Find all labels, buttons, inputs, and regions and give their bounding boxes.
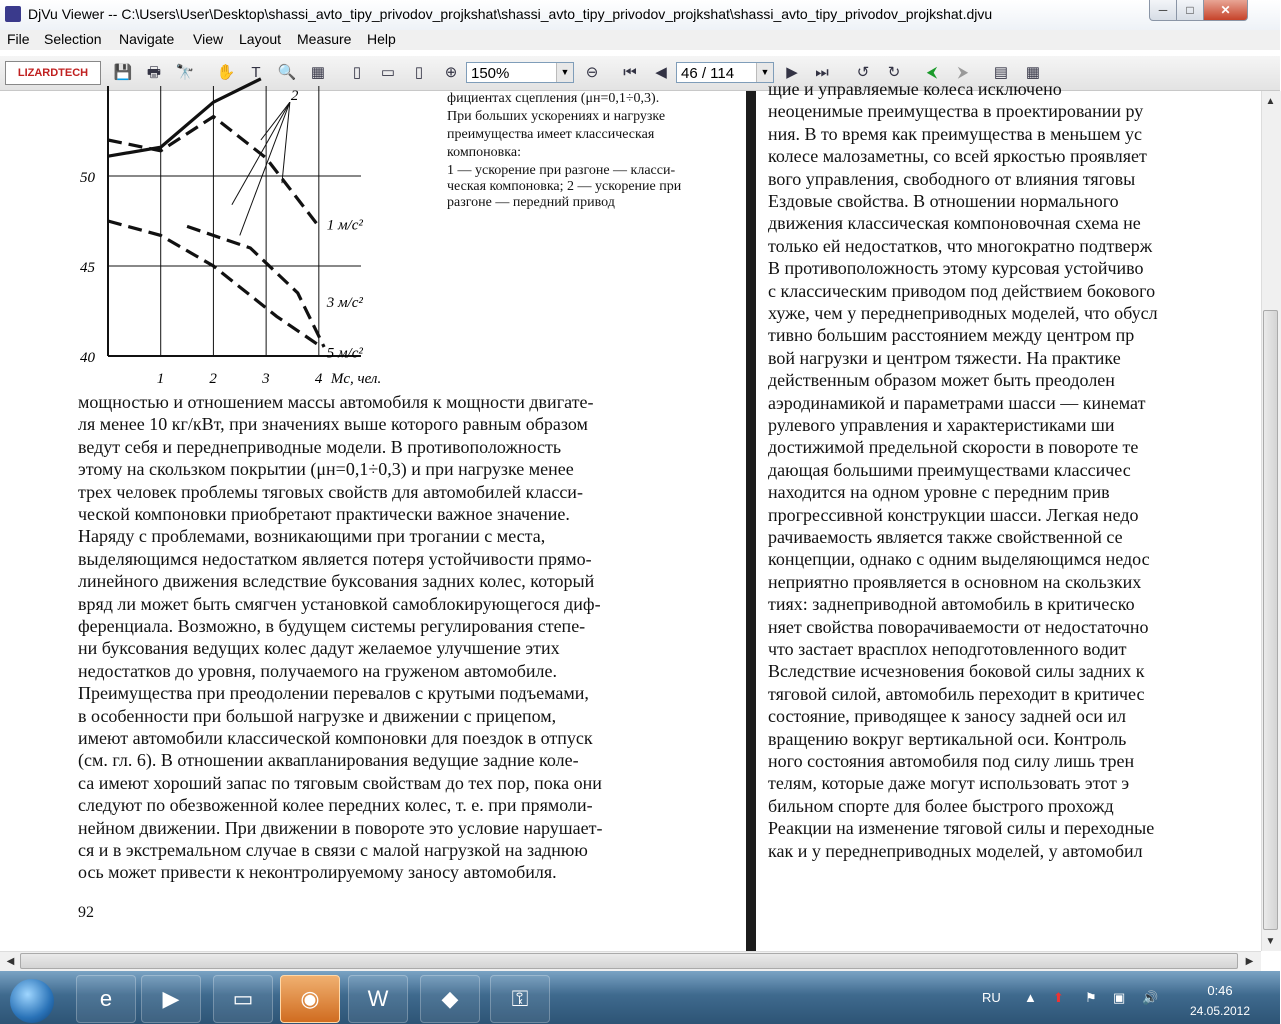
body-line: Преимущества при преодолении перевалов с крутыми подъемами,	[78, 683, 589, 704]
document-viewport[interactable]	[0, 79, 1261, 951]
x-tick-label: 2	[209, 371, 217, 387]
curve-label: 3 м/с²	[326, 295, 363, 311]
caption-line: фициентах сцепления (μн=0,1÷0,3).	[447, 91, 660, 106]
chevron-down-icon[interactable]: ▼	[556, 63, 573, 82]
right-page-line: тиях: заднеприводной автомобиль в критическо	[768, 594, 1135, 615]
right-page-line: хуже, чем у переднеприводных моделей, что обусл	[768, 303, 1158, 323]
right-page-line: Реакции на изменение тяговой силы и переходные	[768, 818, 1155, 839]
right-page-line: Вследствие исчезновения боковой силы задних к	[768, 661, 1145, 682]
explorer-icon[interactable]: ▭	[213, 975, 273, 1023]
x-tick-label: 4	[314, 371, 323, 387]
ie-icon[interactable]: e	[76, 975, 136, 1023]
y-tick-label: 50	[80, 170, 95, 186]
menu-measure[interactable]: Measure	[297, 31, 352, 47]
horizontal-scroll-thumb[interactable]	[20, 953, 1238, 969]
clock-date[interactable]: 24.05.2012	[1189, 1004, 1251, 1018]
right-page-line: аэродинамикой и параметрами шасси — кинемат	[768, 392, 1146, 413]
leader-line	[261, 102, 290, 140]
text-select-icon[interactable]: T	[251, 64, 261, 81]
menu-navigate[interactable]: Navigate	[119, 31, 175, 47]
right-page-line: прогрессивной конструкции шасси. Легкая недо	[768, 504, 1139, 525]
body-line: мощностью и отношением массы автомобиля к мощности двигате-	[78, 392, 594, 412]
volume-icon[interactable]: 🔊	[1142, 990, 1159, 1005]
body-line: этому на скользком покрытии (μн=0,1÷0,3) и при нагрузке менее	[78, 459, 574, 480]
word-icon[interactable]: W	[348, 975, 408, 1023]
page-select[interactable]	[676, 62, 774, 83]
caption-line: При больших ускорениях и нагрузке	[447, 109, 666, 124]
menu-bar	[0, 30, 1280, 50]
start-orb[interactable]	[10, 979, 54, 1023]
marker-label: 2	[290, 88, 299, 105]
thumbnails-icon[interactable]: ▤	[993, 64, 1009, 81]
scroll-right-icon[interactable]: ▶	[1245, 956, 1254, 967]
single-page-icon[interactable]: ▯	[352, 64, 362, 81]
page-left	[0, 88, 746, 951]
right-page-line: состояние, приводящее к заносу задней оси ил	[768, 706, 1127, 727]
right-page-line: вого управления, свободного от влияния тяговы	[768, 168, 1136, 189]
body-line: имеют автомобили классической компоновки для поездок в отпуск	[78, 728, 593, 748]
rotate-left-icon[interactable]: ↺	[856, 64, 870, 81]
right-page-line: неоценимые преимущества в проектировании ру	[768, 101, 1144, 122]
network-icon[interactable]: ▣	[1113, 990, 1126, 1005]
body-line: выделяющимся недостатком является потеря устойчивости прямо-	[78, 548, 592, 569]
right-page-line: телям, которые даже могут использовать этот э	[768, 773, 1130, 794]
right-page-line: колесе малозаметны, со всей яркостью проявляет	[768, 146, 1147, 167]
find-icon[interactable]: 🔭	[175, 64, 195, 81]
right-page-line: щие и управляемые колеса исключено	[768, 79, 1062, 99]
print-icon[interactable]: 🖶	[146, 64, 162, 81]
scroll-left-icon[interactable]: ◀	[6, 956, 15, 967]
rotate-right-icon[interactable]: ↻	[887, 64, 901, 81]
vertical-scroll-thumb[interactable]	[1263, 310, 1278, 930]
body-line: ось может привести к неконтролируемому заносу автомобиля.	[78, 862, 557, 883]
toolbar	[0, 56, 1280, 91]
body-line: ля менее 10 кг/кВт, при значениях выше которого равным образом	[78, 414, 588, 435]
body-line: трех человек проблемы тяговых свойств для автомобилей класси-	[78, 481, 583, 502]
scroll-up-icon[interactable]: ▲	[1265, 96, 1276, 107]
right-page-line: няет свойства поворачиваемости от недостаточно	[768, 616, 1149, 637]
right-page-line: тяговой силой, автомобиль переходит в критичес	[768, 683, 1145, 704]
zoom-out-icon[interactable]: ⊖	[585, 64, 599, 81]
djvu-icon[interactable]: ◆	[420, 975, 480, 1023]
curve-label: 1 м/с²	[326, 217, 363, 234]
x-tick-label: 3	[262, 371, 270, 387]
body-line: недостатков до уровня, получаемого на груженом автомобиле.	[78, 660, 557, 681]
right-page-line: с классическим приводом под действием бокового	[768, 280, 1156, 301]
body-line: ся и в экстремальном случае в связи с малой нагрузкой на заднюю	[78, 840, 588, 860]
language-indicator[interactable]: RU	[982, 990, 1001, 1005]
series-line-3	[187, 226, 324, 347]
facing-pages-icon[interactable]: ▯	[414, 64, 424, 81]
menu-layout[interactable]: Layout	[239, 31, 282, 47]
menu-help[interactable]: Help	[367, 31, 396, 47]
hand-tool-icon[interactable]: ✋	[216, 64, 236, 81]
x-axis-label: Mс, чел.	[330, 371, 382, 387]
caption-line: компоновка:	[447, 145, 521, 160]
right-page-line: тивно большим расстоянием между центром пр	[768, 325, 1135, 346]
right-page-line: ного состояния автомобиля под силу лишь трен	[768, 751, 1135, 771]
right-page-line: движения классическая компоновочная схема не	[768, 213, 1141, 234]
leader-line	[240, 102, 290, 235]
chart-grid	[108, 86, 361, 356]
right-page-line: В противоположность этому курсовая устойчиво	[768, 258, 1144, 279]
body-line: в особенности при большой нагрузке и движении с прицепом,	[78, 705, 557, 726]
right-page-line: вращению вокруг вертикальной оси. Контроль	[768, 728, 1127, 749]
body-line: Наряду с проблемами, возникающими при трогании с места,	[78, 526, 546, 547]
region-select-icon[interactable]: ▦	[310, 64, 326, 81]
caption-line: 1 — ускорение при разгоне — класси-	[447, 163, 676, 178]
zoom-value: 150%	[471, 65, 510, 82]
menu-file[interactable]: File	[7, 31, 30, 47]
caption-line: разгоне — передний привод	[447, 195, 615, 210]
right-page-line: как и у переднеприводных моделей, у автомобил	[768, 840, 1143, 861]
lizardtech-logo: LIZARDTECH	[5, 61, 101, 85]
right-page-line: только ей недостатков, что многократно подтверж	[768, 235, 1153, 256]
first-page-icon[interactable]: ⏮	[623, 64, 637, 81]
body-line: (см. гл. 6). В отношении аквапланирования ведущие задние коле-	[78, 750, 579, 771]
body-line: нейном движении. При движении в повороте это условие нарушает-	[78, 817, 603, 838]
tray-expand-icon[interactable]: ▲	[1024, 990, 1037, 1005]
right-page-line: концепции, однако с одним выделяющимся недос	[768, 549, 1150, 570]
maximize-button[interactable]: □	[1176, 0, 1204, 21]
zoom-in-icon[interactable]: ⊕	[444, 64, 458, 81]
right-page-line: вой нагрузки и центром тяжести. На практике	[768, 347, 1121, 368]
right-page-line: достижимой предельной скорости в повороте те	[768, 437, 1139, 458]
leader-line	[232, 102, 290, 205]
body-line: следуют по обезвоженной колее передних колес, т. е. при прямоли-	[78, 795, 593, 816]
prev-page-icon[interactable]: ◀	[655, 64, 667, 81]
y-tick-label: 40	[80, 350, 95, 366]
media-player-icon[interactable]: ▶	[141, 975, 201, 1023]
page-number: 92	[78, 904, 94, 921]
body-line: са имеют хороший запас по тяговым свойствам до тех пор, пока они	[78, 772, 602, 793]
tray-alert-icon[interactable]: ⚑	[1085, 990, 1097, 1005]
zoom-tool-icon[interactable]: 🔍	[277, 64, 297, 81]
go-back-icon[interactable]: ⮜	[926, 64, 938, 81]
chart-annotations	[232, 88, 364, 361]
body-line: вряд ли может быть смягчен установкой самоблокирующегося диф-	[78, 593, 601, 614]
right-page-line: бильном спорте для более быстрого прохожд	[768, 795, 1114, 816]
caption-line: преимущества имеет классическая	[447, 127, 655, 142]
right-page-line: рачиваемость является также свойственной се	[768, 527, 1123, 547]
scroll-down-icon[interactable]: ▼	[1265, 936, 1276, 947]
right-page-line: что застает врасплох неподготовленного водит	[768, 639, 1127, 659]
x-tick-label: 1	[156, 371, 165, 387]
save-icon[interactable]: 💾	[113, 64, 133, 81]
right-page-line: неприятно проявляется в основном на скользких	[768, 571, 1142, 592]
right-page-line: находится на одном уровне с передним прив	[768, 482, 1110, 503]
last-page-icon[interactable]: ⏭	[815, 64, 829, 81]
body-line: ференциала. Возможно, в будущем системы регулирования степе-	[78, 616, 586, 636]
right-page-line: дающая большими преимуществами классичес	[768, 459, 1131, 480]
y-tick-label: 45	[80, 260, 95, 276]
right-page-line: рулевого управления и характеристиками ши	[768, 415, 1115, 435]
caption-line: ческая компоновка; 2 — ускорение при	[447, 179, 682, 194]
close-button[interactable]: ✕	[1203, 0, 1248, 21]
curve-label: 5 м/с²	[326, 345, 363, 362]
right-page-line: Ездовые свойства. В отношении нормального	[768, 191, 1119, 211]
djvu-app-icon	[5, 6, 21, 22]
right-page-line: действенным образом может быть преодолен	[768, 370, 1115, 391]
go-forward-icon[interactable]: ⮞	[957, 64, 969, 81]
zoom-select[interactable]	[466, 62, 574, 83]
menu-selection[interactable]: Selection	[44, 31, 102, 47]
clock-time[interactable]: 0:46	[1207, 983, 1233, 998]
firefox-icon[interactable]: ◉	[280, 975, 340, 1023]
grid-view-icon[interactable]: ▦	[1025, 64, 1041, 81]
body-line: ведут себя и переднеприводные модели. В противоположность	[78, 436, 562, 457]
body-line: линейного движения вследствие буксования задних колес, который	[78, 571, 595, 592]
page-value: 46 / 114	[681, 65, 735, 82]
continuous-icon[interactable]: ▭	[380, 64, 396, 81]
next-page-icon[interactable]: ▶	[786, 64, 798, 81]
minimize-button[interactable]: ─	[1149, 0, 1177, 21]
page-right	[756, 79, 1261, 951]
chart-series	[108, 79, 324, 347]
title-bar	[0, 0, 1280, 30]
right-page-line: ния. В то время как преимущества в меньшем ус	[768, 123, 1143, 144]
body-line: ни буксования ведущих колес дадут желаемое улучшение этих	[78, 638, 560, 659]
menu-view[interactable]: View	[193, 31, 224, 47]
chevron-down-icon[interactable]: ▼	[756, 63, 773, 82]
page-separator	[746, 91, 756, 951]
body-line: ческой компоновки приобретают практически важное значение.	[78, 504, 570, 524]
window-title: DjVu Viewer -- C:\Users\User\Desktop\shassi_avto_tipy_privodov_projkshat\shassi_avto_tipy_privodov_projkshat\shassi_avto_tipy_privodov_projkshat.djvu	[28, 6, 993, 22]
tray-flag-icon[interactable]: ⬆	[1053, 990, 1064, 1005]
keys-icon[interactable]: ⚿	[490, 975, 550, 1023]
